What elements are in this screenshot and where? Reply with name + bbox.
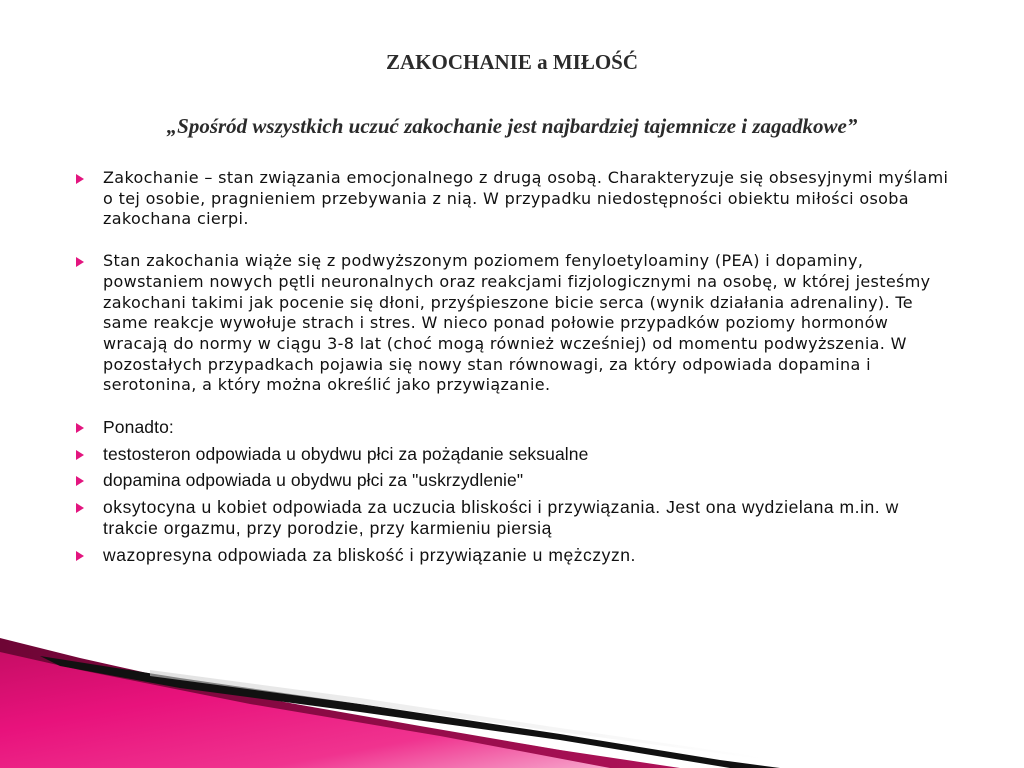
triangle-right-icon xyxy=(76,450,84,460)
bullet-text: Ponadto: xyxy=(103,417,174,438)
list-item xyxy=(70,417,950,438)
bullet-text: wazopresyna odpowiada za bliskość i przywiązanie u mężczyzn. xyxy=(103,544,636,565)
slide-quote: „Spośród wszystkich uczuć zakochanie jest najbardziej tajemnicze i zagadkowe” xyxy=(166,114,858,138)
triangle-right-icon xyxy=(76,423,84,433)
decorative-wave xyxy=(0,600,1024,768)
triangle-right-icon xyxy=(76,551,84,561)
bullet-text: Stan zakochania wiąże się z podwyższonym poziomem fenyloetyloaminy (PEA) i dopaminy, powstaniem nowych pętli neuronalnych oraz reakcjami fizjologicznymi na osobę, w której jesteśmy zakochani takimi jak pocenie się dłoni, przyśpieszone bicie serca (wynik działania adrenaliny). Te same reakcje wywołuje strach i stres. W nieco ponad połowie przypadków poziomy hormonów wracają do normy w ciągu 3-8 lat (choć mogą również wcześniej) od momentu podwyższenia. W pozostałych przypadkach pojawia się nowy stan równowagi, za który odpowiada dopamina i serotonina, a który można określić jako przywiązanie. xyxy=(103,251,931,395)
list-item xyxy=(70,251,950,396)
slide-title: ZAKOCHANIE a MIŁOŚĆ xyxy=(385,50,639,74)
triangle-right-icon xyxy=(76,174,84,184)
bullet-text: testosteron odpowiada u obydwu płci za pożądanie seksualne xyxy=(103,443,589,464)
bullet-text: oksytocyna u kobiet odpowiada za uczucia bliskości i przywiązania. Jest ona wydzielana m.in. w trakcie orgazmu, przy porodzie, przy karmieniu piersią xyxy=(103,497,899,538)
bullet-text: Zakochanie – stan związania emocjonalnego z drugą osobą. Charakteryzuje się obsesyjnymi myślami o tej osobie, pragnieniem przebywania z nią. W przypadku niedostępności obiektu miłości osoba zakochana cierpi. xyxy=(103,168,949,229)
list-item xyxy=(70,497,950,538)
bullet-list xyxy=(70,168,950,565)
triangle-right-icon xyxy=(76,476,84,486)
triangle-right-icon xyxy=(76,257,84,267)
list-item xyxy=(70,168,950,230)
list-item xyxy=(70,470,950,491)
list-item xyxy=(70,444,950,465)
list-item xyxy=(70,545,950,566)
triangle-right-icon xyxy=(76,503,84,513)
bullet-text: dopamina odpowiada u obydwu płci za "uskrzydlenie" xyxy=(103,470,524,491)
